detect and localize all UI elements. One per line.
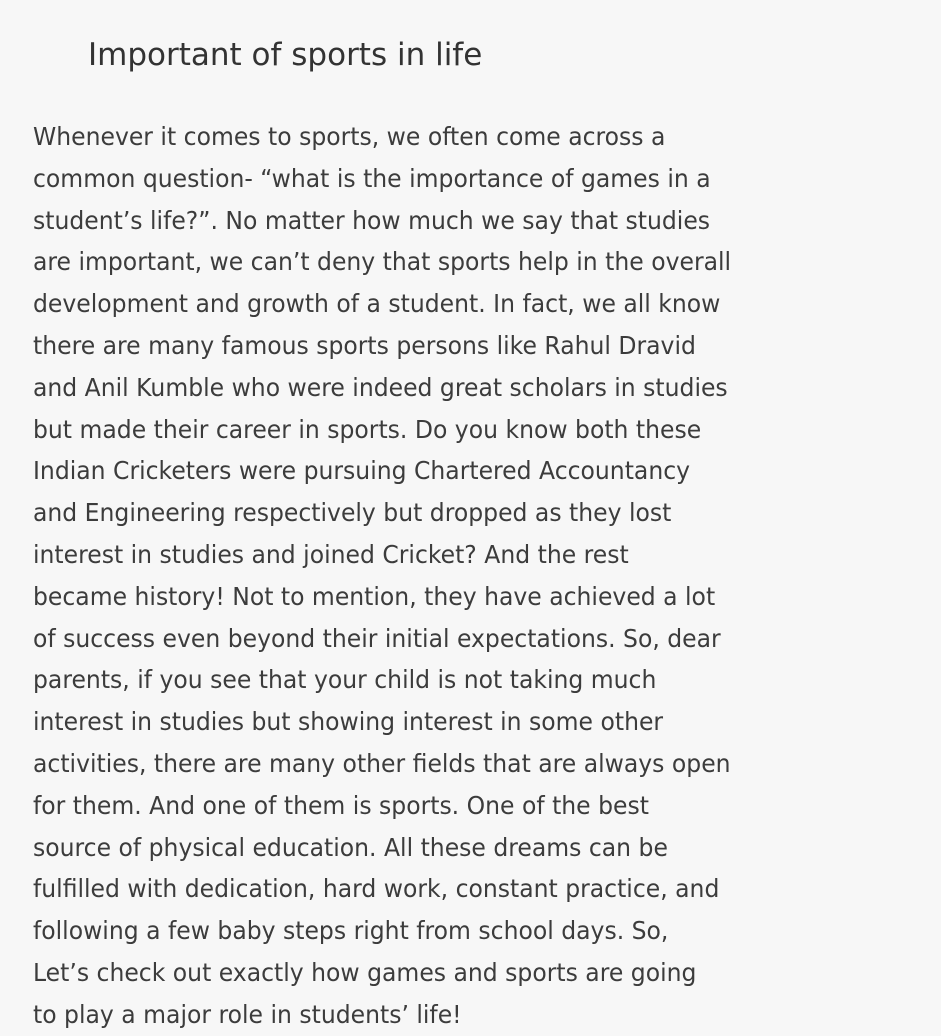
body-line: there are many famous sports persons like Rahul Dravid — [33, 330, 696, 360]
body-line: and Engineering respectively but dropped as they lost — [33, 498, 672, 528]
body-line: for them. And one of them is sports. One of the best — [33, 790, 649, 820]
document-body — [33, 116, 938, 1036]
body-line: but made their career in sports. Do you know both these — [33, 414, 702, 444]
body-line: Whenever it comes to sports, we often come across a — [33, 122, 666, 151]
body-line: and Anil Kumble who were indeed great scholars in studies — [33, 372, 728, 402]
body-line: parents, if you see that your child is not taking much — [33, 665, 657, 695]
body-line: fulfilled with dedication, hard work, constant practice, and — [33, 874, 720, 904]
body-line: source of physical education. All these dreams can be — [33, 832, 668, 862]
body-line: to play a major role in students’ life! — [33, 999, 462, 1029]
body-line: became history! Not to mention, they have achieved a lot — [33, 581, 716, 611]
body-line: of success even beyond their initial expectations. So, dear — [33, 623, 721, 653]
body-line: student’s life?”. No matter how much we say that studies — [33, 205, 711, 235]
body-line: interest in studies and joined Cricket? And the rest — [33, 539, 629, 569]
body-line: are important, we can’t deny that sports help in the overall — [33, 247, 732, 277]
body-line: interest in studies but showing interest in some other — [33, 707, 664, 737]
body-line: activities, there are many other fields that are always open — [33, 748, 731, 778]
body-line: following a few baby steps right from school days. So, — [33, 916, 669, 946]
body-line: Indian Cricketers were pursuing Chartered Accountancy — [33, 456, 691, 486]
document-title: Important of sports in life — [88, 37, 483, 73]
body-line: development and growth of a student. In fact, we all know — [33, 289, 721, 319]
body-line: Let’s check out exactly how games and sports are going — [33, 957, 697, 987]
body-line: common question- “what is the importance of games in a — [33, 163, 711, 193]
